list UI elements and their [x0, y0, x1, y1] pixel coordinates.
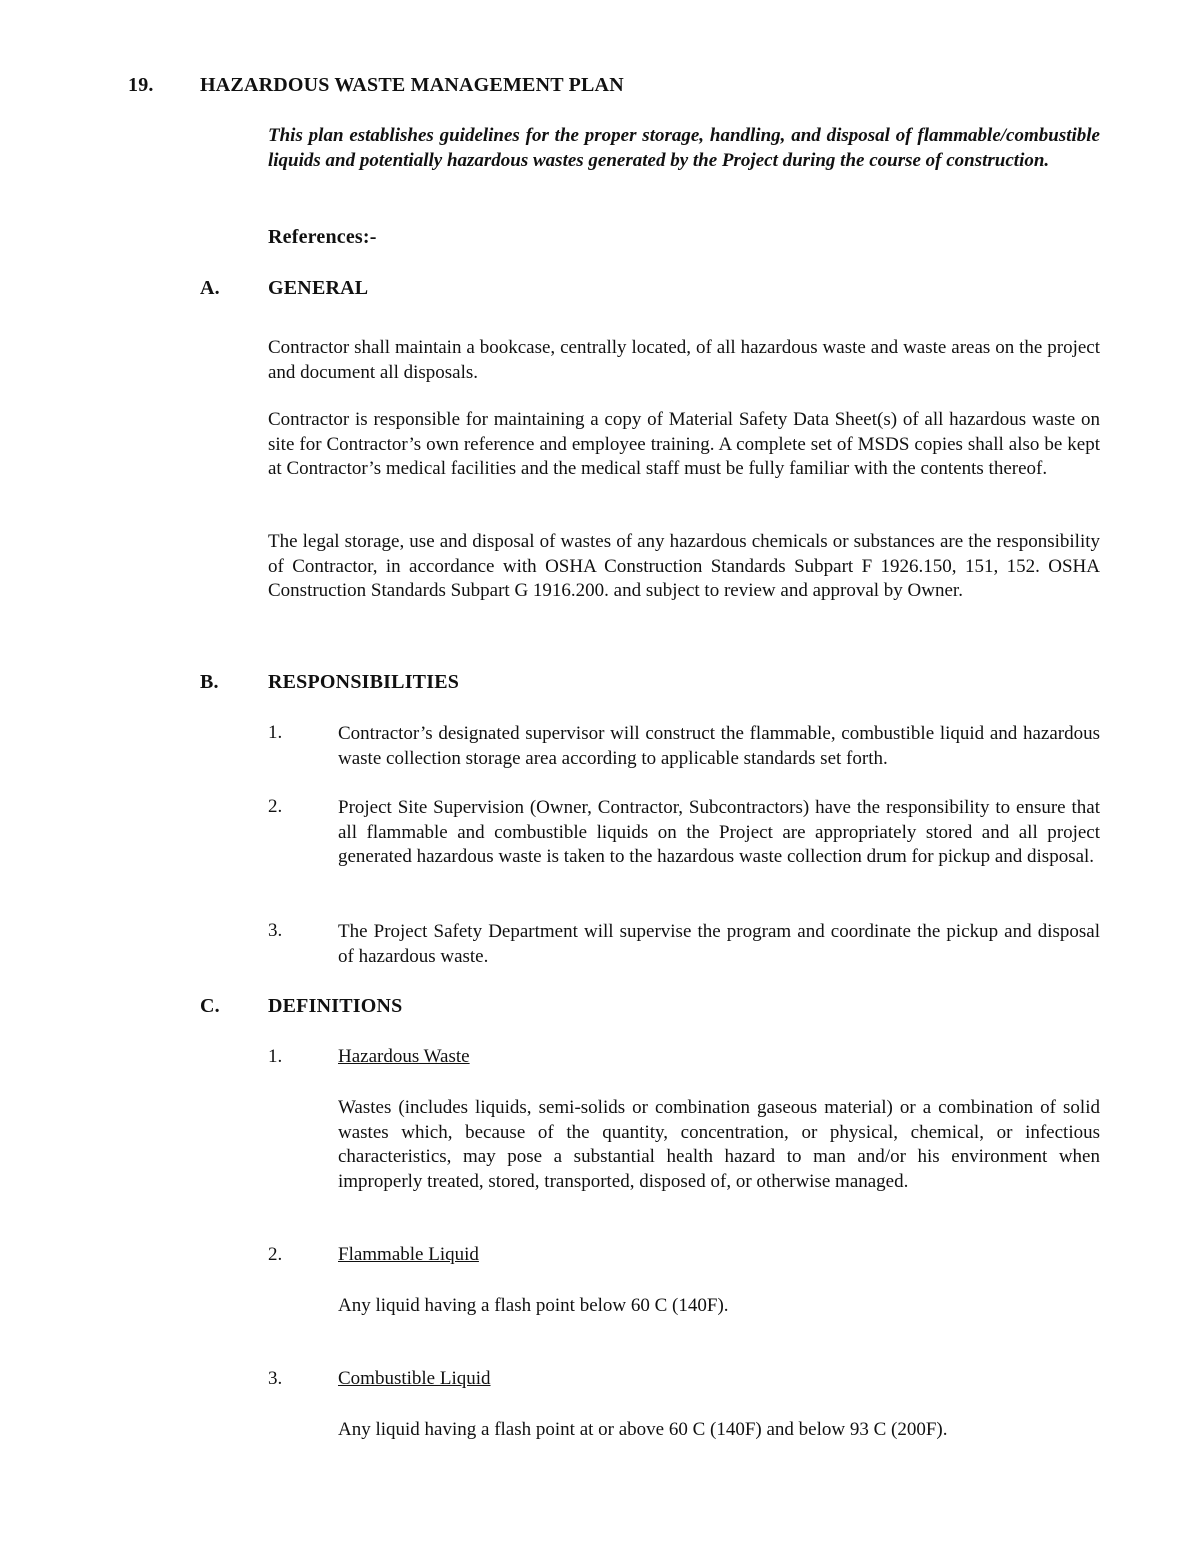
definition-number: 1.: [268, 1046, 283, 1067]
section-b-letter: B.: [200, 671, 219, 693]
definition-number: 3.: [268, 1368, 283, 1389]
section-a-letter: A.: [200, 277, 220, 299]
section-b-title: RESPONSIBILITIES: [268, 671, 460, 693]
definition-number: 2.: [268, 1244, 283, 1265]
references-label: References:-: [268, 226, 377, 248]
responsibility-text: Project Site Supervision (Owner, Contractor, Subcontractors) have the responsibility to ensure that all flammable and combustible liquids on the Project are appropriately stored and all project generated hazardous waste is taken to the hazardous waste collection drum for pickup and disposal.: [338, 797, 1100, 867]
responsibility-text: The Project Safety Department will supervise the program and coordinate the pickup and disposal of hazardous waste.: [338, 921, 1100, 967]
definition-text: Any liquid having a flash point at or above 60 C (140F) and below 93 C (200F).: [338, 1419, 948, 1440]
definition-term: Hazardous Waste: [338, 1046, 470, 1067]
responsibility-number: 2.: [268, 796, 283, 817]
definition-text: Any liquid having a flash point below 60 C (140F).: [338, 1295, 729, 1316]
section-number: 19.: [128, 74, 154, 96]
page-title: HAZARDOUS WASTE MANAGEMENT PLAN: [200, 74, 624, 96]
responsibility-number: 3.: [268, 920, 283, 941]
general-paragraph-1: Contractor shall maintain a bookcase, centrally located, of all hazardous waste and waste areas on the project and document all disposals.: [268, 337, 1100, 383]
general-paragraph-2: Contractor is responsible for maintaining a copy of Material Safety Data Sheet(s) of all hazardous waste on site for Contractor’s own reference and employee training. A complete set of MSDS copies shall also be kept at Contractor’s medical facilities and the medical staff must be fully familiar with the contents thereof.: [268, 409, 1100, 479]
responsibility-text: Contractor’s designated supervisor will construct the flammable, combustible liquid and hazardous waste collection storage area according to applicable standards set forth.: [338, 723, 1100, 769]
section-c-letter: C.: [200, 995, 220, 1017]
intro-paragraph: This plan establishes guidelines for the proper storage, handling, and disposal of flammable/combustible liquids and potentially hazardous wastes generated by the Project during the course of construction.: [268, 125, 1100, 171]
general-paragraph-3: The legal storage, use and disposal of wastes of any hazardous chemicals or substances are the responsibility of Contractor, in accordance with OSHA Construction Standards Subpart F 1926.150, 151, 152. OSHA Construction Standards Subpart G 1916.200. and subject to review and approval by Owner.: [268, 531, 1100, 601]
definition-term: Flammable Liquid: [338, 1244, 479, 1265]
section-c-title: DEFINITIONS: [268, 995, 403, 1017]
definition-text: Wastes (includes liquids, semi-solids or combination gaseous material) or a combination of solid wastes which, because of the quantity, concentration, or physical, chemical, or infectious characteristics, may pose a substantial health hazard to man and/or his environment when improperly treated, stored, transported, disposed of, or otherwise managed.: [338, 1097, 1100, 1192]
definition-term: Combustible Liquid: [338, 1368, 491, 1389]
responsibility-number: 1.: [268, 722, 283, 743]
section-a-title: GENERAL: [268, 277, 369, 299]
